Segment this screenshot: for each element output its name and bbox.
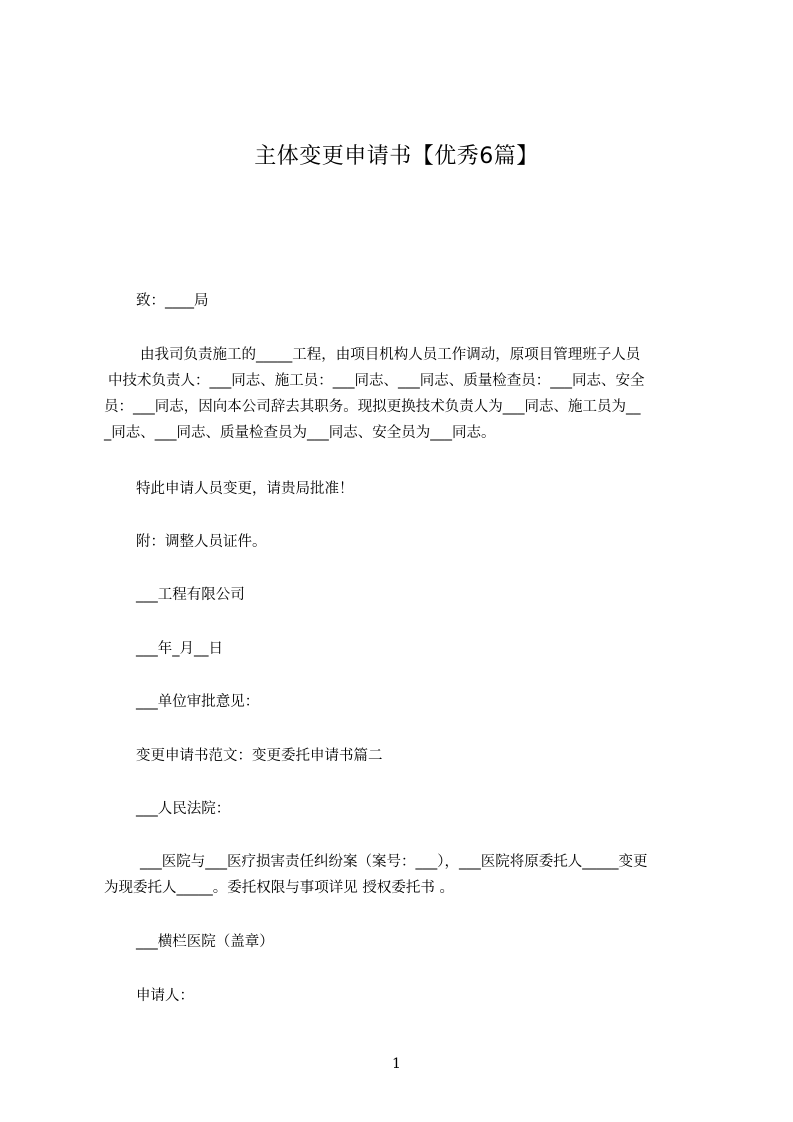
attachment-text: 附：调整人员证件。 xyxy=(136,534,267,550)
body-line: 员：___同志，因向本公司辞去其职务。现拟更换技术负责人为___同志、施工员为__ xyxy=(104,399,641,415)
case-paragraph xyxy=(104,849,700,901)
body-line: 由我司负责施工的_____工程，由项目机构人员工作调动，原项目管理班子人员 xyxy=(140,347,641,363)
case-line: 为现委托人_____。委托权限与事项详见 授权委托书 。 xyxy=(104,880,454,896)
hospital-seal-line: ___横栏医院（盖章） xyxy=(136,934,274,950)
applicant-line: 申请人： xyxy=(136,988,194,1004)
body-paragraph xyxy=(104,342,700,446)
court-address: ___人民法院： xyxy=(136,801,231,817)
body-line: _同志、___同志、质量检查员为___同志、安全员为___同志。 xyxy=(104,425,496,441)
approval-line: ___单位审批意见： xyxy=(136,694,260,710)
document-title: 主体变更申请书【优秀6篇】 xyxy=(254,144,539,169)
salutation: 致：____局 xyxy=(136,293,209,309)
section-heading: 变更申请书范文：变更委托申请书篇二 xyxy=(136,748,383,764)
company-name: ___工程有限公司 xyxy=(136,587,245,603)
case-line: ___医院与___医疗损害责任纠纷案（案号：___），___医院将原委托人_____变更 xyxy=(140,854,648,870)
page-number: 1 xyxy=(392,1056,401,1072)
body-line: 中技术负责人：___同志、施工员：___同志、___同志、质量检查员：___同志、安全 xyxy=(108,373,645,389)
date-line: ___年_月__日 xyxy=(136,641,223,657)
request-text: 特此申请人员变更，请贵局批准！ xyxy=(136,481,354,497)
